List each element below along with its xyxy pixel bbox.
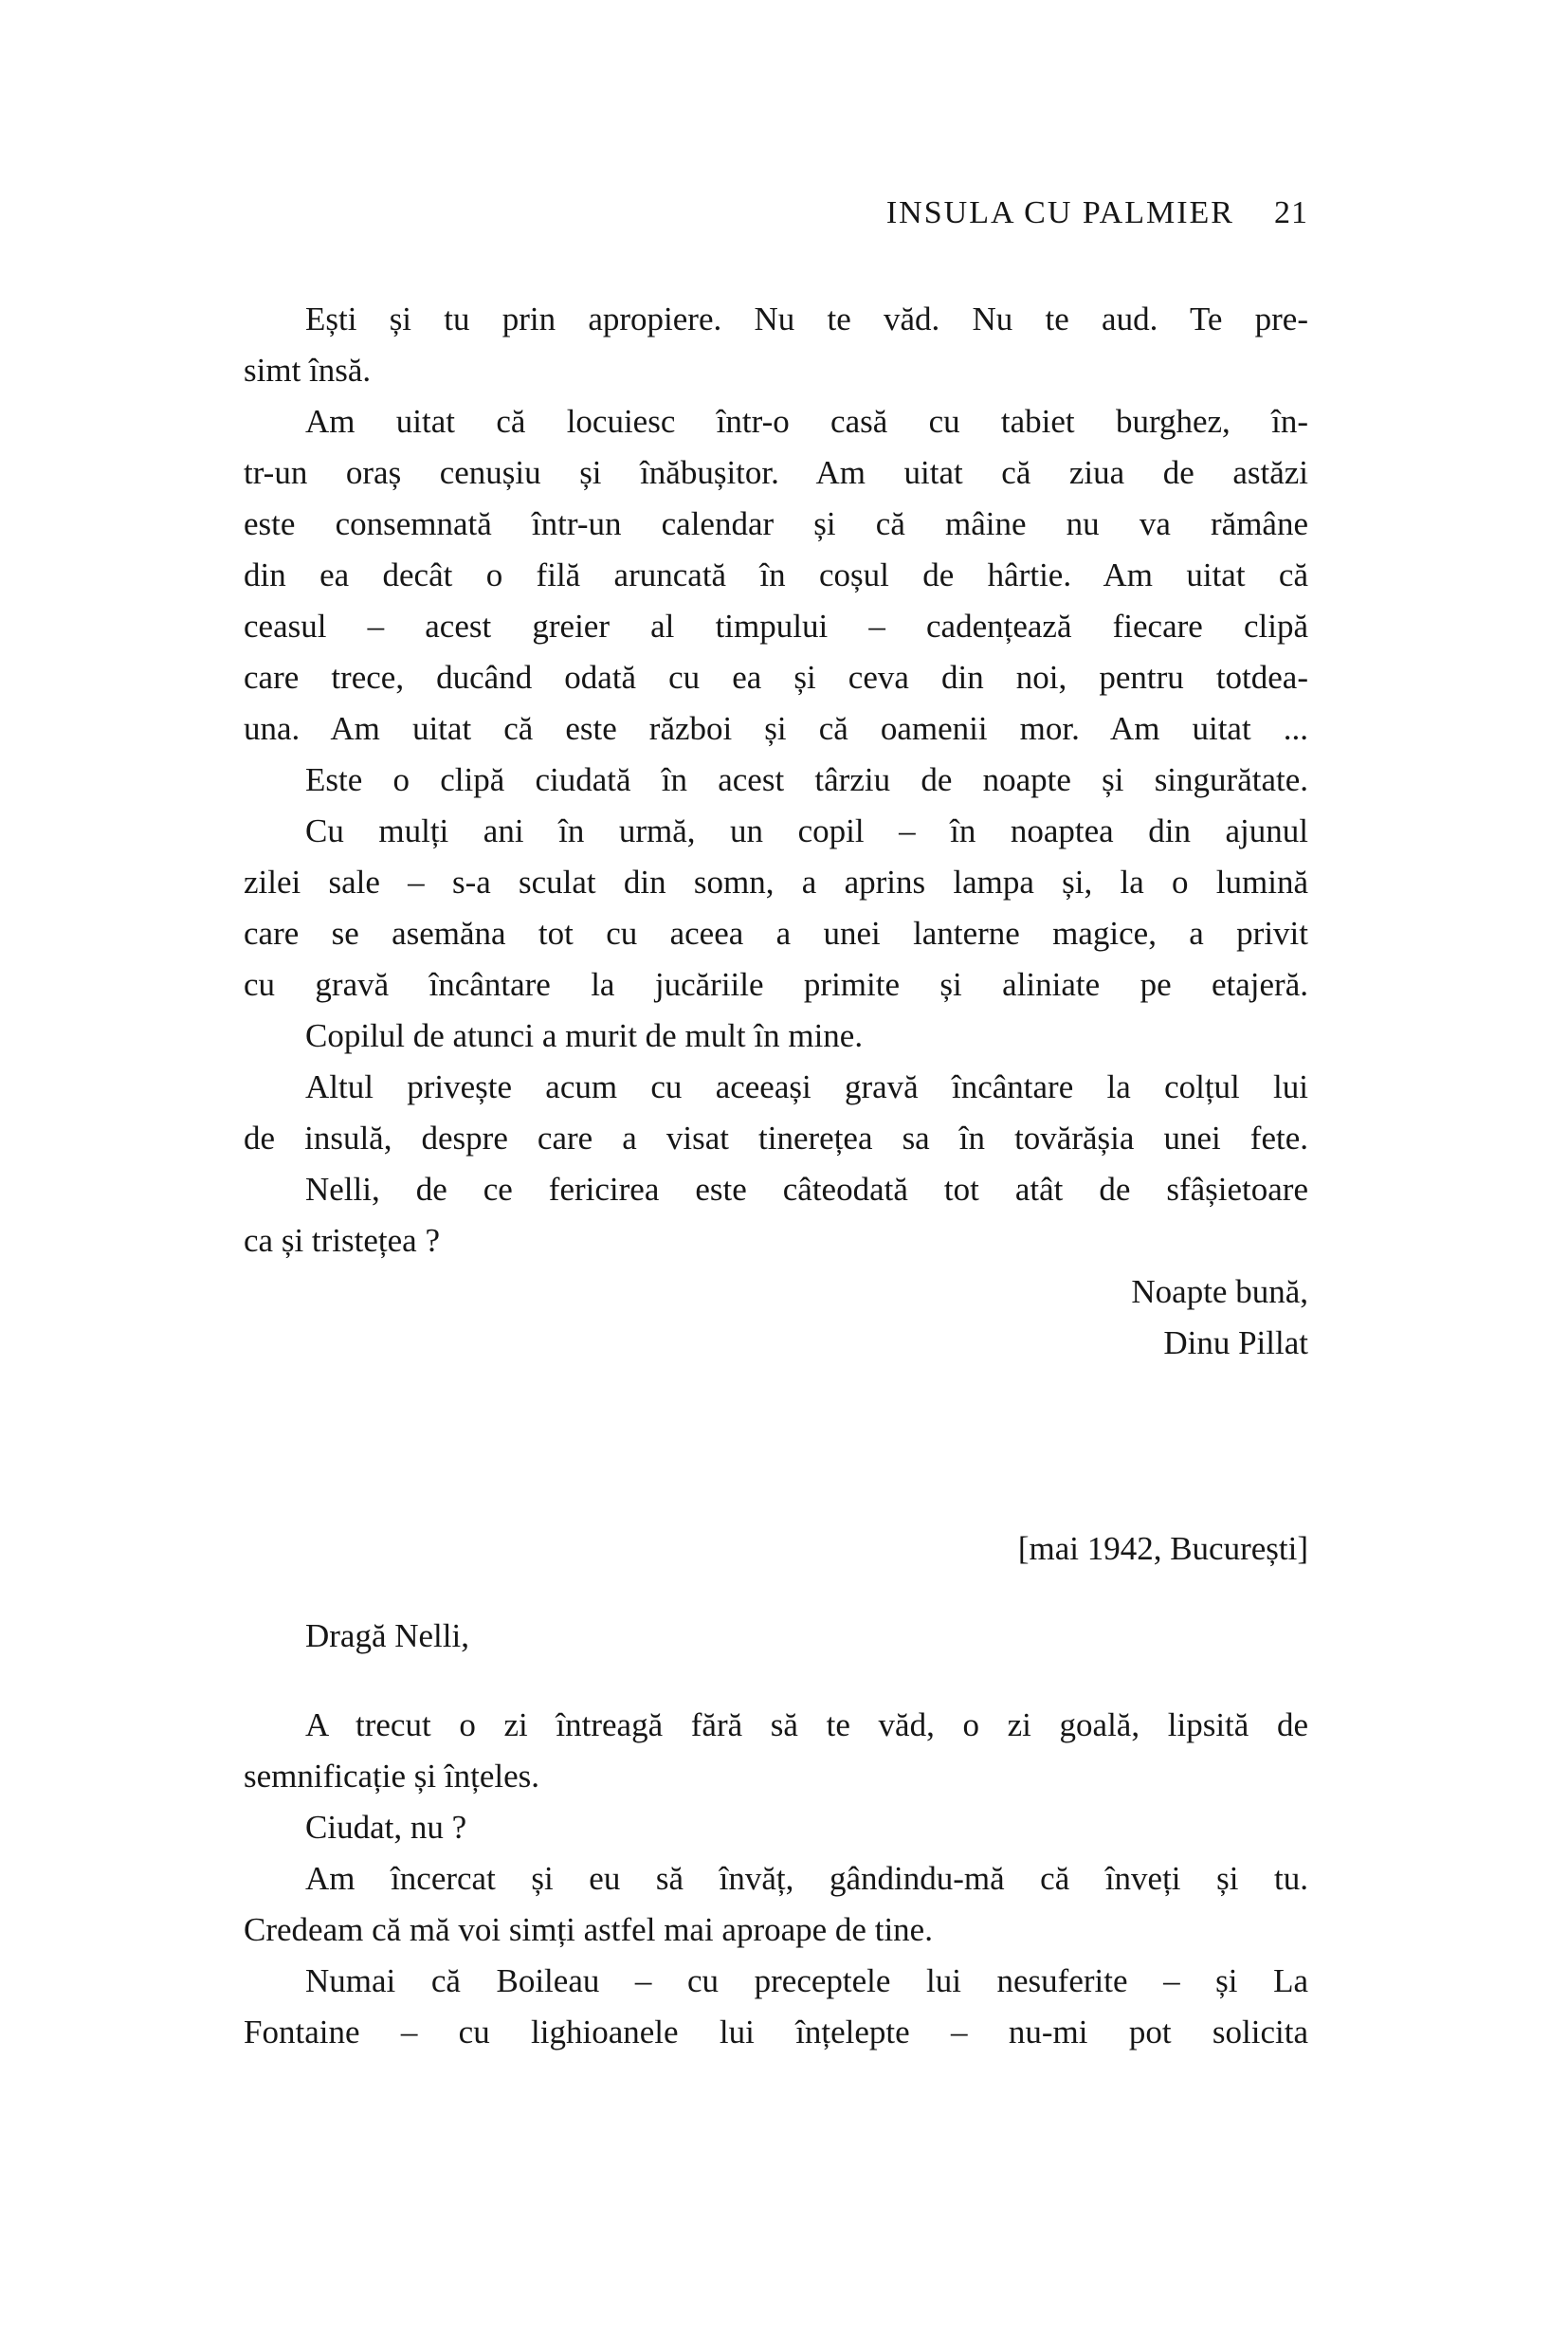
letter-one-body <box>244 294 1308 1267</box>
page-number: 21 <box>1274 195 1308 230</box>
text-line: care trece, ducând odată cu ea și ceva din noi, pentru totdea- <box>244 659 1308 696</box>
text-line: Ești și tu prin apropiere. Nu te văd. Nu te aud. Te pre- <box>305 301 1308 337</box>
text-line: cu gravă încântare la jucăriile primite și aliniate pe etajeră. <box>244 966 1308 1003</box>
letter-one-closing <box>244 1267 1308 1369</box>
text-line: Este o clipă ciudată în acest târziu de noapte și singurătate. <box>305 761 1308 798</box>
text-line: Copilul de atunci a murit de mult în mine. <box>305 1017 864 1054</box>
text-line: de insulă, despre care a visat tinerețea sa în tovărășia unei fete. <box>244 1120 1308 1157</box>
text-line: Am încercat și eu să învăț, gândindu-mă că înveți și tu. <box>305 1860 1308 1897</box>
running-title: INSULA CU PALMIER <box>885 195 1234 230</box>
closing-salutation: Noapte bună, <box>1131 1273 1308 1310</box>
text-line: Altul privește acum cu aceeași gravă încântare la colțul lui <box>305 1068 1308 1105</box>
text-line: Numai că Boileau – cu preceptele lui nesuferite – și La <box>305 1962 1308 1999</box>
text-line: Ciudat, nu ? <box>305 1809 467 1846</box>
text-line: Am uitat că locuiesc într-o casă cu tabiet burghez, în- <box>305 403 1308 440</box>
text-line: tr-un oraș cenușiu și înăbușitor. Am uitat că ziua de astăzi <box>244 454 1308 491</box>
text-line: din ea decât o filă aruncată în coșul de hârtie. Am uitat că <box>244 556 1308 593</box>
dateline: [mai 1942, București] <box>1017 1530 1308 1567</box>
text-line: simt însă. <box>244 352 372 389</box>
text-line: care se asemăna tot cu aceea a unei lanterne magice, a privit <box>244 915 1308 952</box>
text-line: Fontaine – cu lighioanele lui înțelepte – nu-mi pot solicita <box>244 2014 1308 2050</box>
text-line: semnificație și înțeles. <box>244 1758 539 1795</box>
closing-signature: Dinu Pillat <box>1163 1324 1308 1361</box>
running-header <box>244 0 1308 232</box>
text-line: ceasul – acest greier al timpului – cadențează fiecare clipă <box>244 608 1308 645</box>
text-column <box>244 0 1308 2058</box>
text-line: ca și tristețea ? <box>244 1222 440 1259</box>
text-line: Cu mulți ani în urmă, un copil – în noaptea din ajunul <box>305 812 1308 849</box>
letter-two-body <box>244 1700 1308 2058</box>
text-line: una. Am uitat că este război și că oamenii mor. Am uitat ... <box>244 710 1308 747</box>
text-line: A trecut o zi întreagă fără să te văd, o zi goală, lipsită de <box>305 1706 1308 1743</box>
text-line: Credeam că mă voi simți astfel mai aproape de tine. <box>244 1911 933 1948</box>
text-line: este consemnată într-un calendar și că mâine nu va rămâne <box>244 505 1308 542</box>
text-line: Nelli, de ce fericirea este câteodată tot atât de sfâșietoare <box>305 1171 1308 1208</box>
text-line: zilei sale – s-a sculat din somn, a aprins lampa și, la o lumină <box>244 864 1308 901</box>
salutation: Dragă Nelli, <box>305 1617 469 1654</box>
